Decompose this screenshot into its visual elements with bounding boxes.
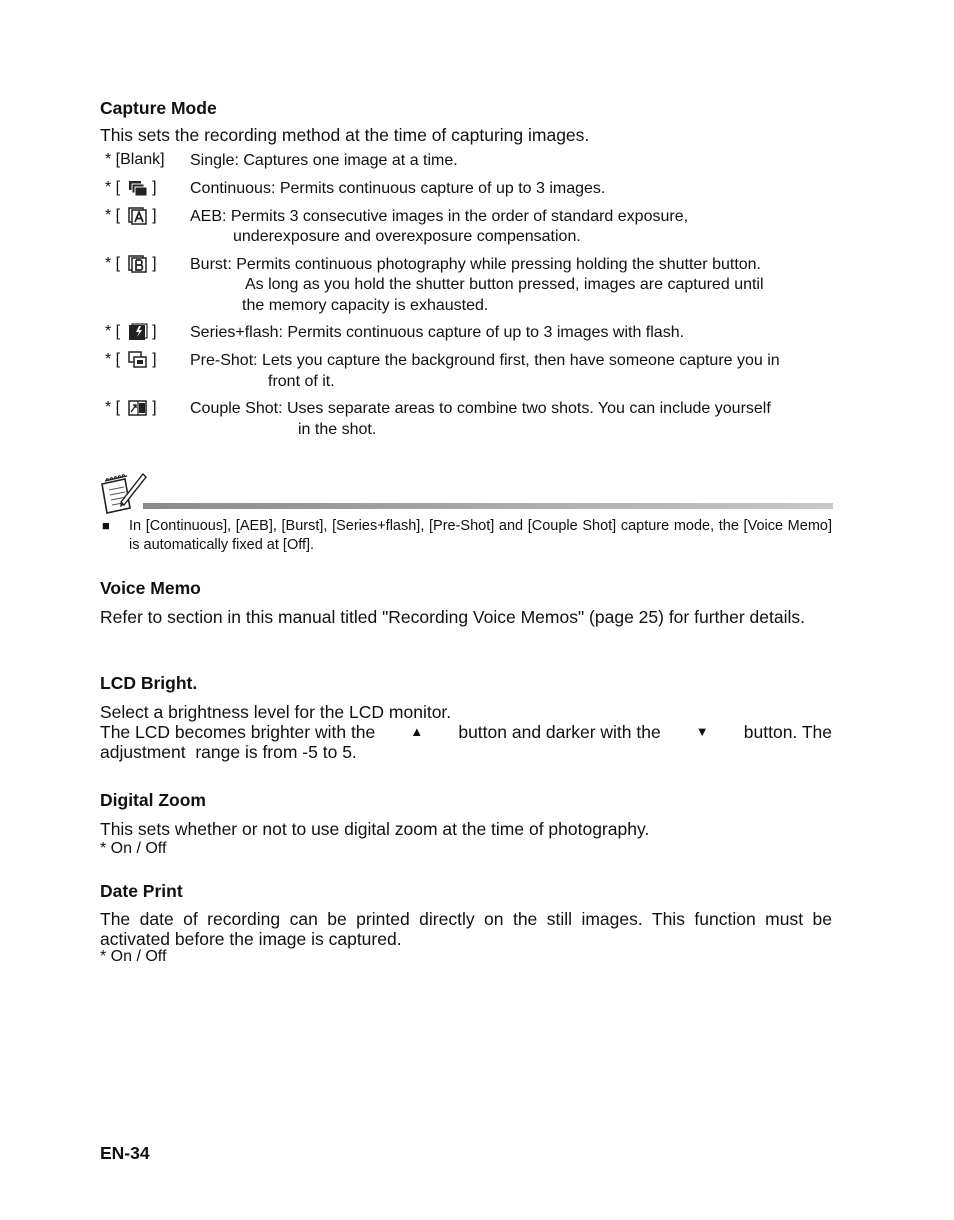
- item-pre-shot-text-1: Pre-Shot: Lets you capture the background first, then have someone capture you in: [190, 352, 780, 369]
- note-divider: [143, 503, 833, 509]
- note-bullet: ■: [102, 518, 110, 533]
- marker-continuous: * [ ]: [105, 179, 157, 196]
- item-burst-text-2: As long as you hold the shutter button pressed, images are captured until: [245, 276, 764, 293]
- capture-mode-intro: This sets the recording method at the time of capturing images.: [100, 125, 590, 145]
- marker-burst: * [ ]: [105, 255, 157, 272]
- date-print-heading: Date Print: [100, 881, 183, 901]
- marker-pre-shot: * [ ]: [105, 351, 157, 368]
- item-aeb-text-1: AEB: Permits 3 consecutive images in the order of standard exposure,: [190, 208, 689, 225]
- item-burst-text-3: the memory capacity is exhausted.: [242, 297, 489, 314]
- lcd-bright-line3: adjustment range is from -5 to 5.: [100, 742, 357, 762]
- pre-shot-icon: [128, 351, 148, 369]
- marker-blank: * [Blank]: [105, 151, 165, 168]
- digital-zoom-options: * On / Off: [100, 840, 167, 857]
- continuous-icon: [128, 179, 148, 197]
- item-series-flash-text: Series+flash: Permits continuous capture of up to 3 images with flash.: [190, 324, 685, 341]
- down-arrow-icon: ▼: [695, 724, 709, 739]
- capture-mode-heading: Capture Mode: [100, 98, 217, 118]
- voice-memo-heading: Voice Memo: [100, 578, 201, 598]
- item-couple-shot-text-1: Couple Shot: Uses separate areas to combine two shots. You can include yourself: [190, 400, 771, 417]
- date-print-options: * On / Off: [100, 948, 167, 965]
- voice-memo-text: Refer to section in this manual titled "Recording Voice Memos" (page 25) for further details.: [100, 607, 805, 627]
- burst-icon: [128, 255, 148, 273]
- marker-aeb: * [ ]: [105, 207, 157, 224]
- page-number: EN-34: [100, 1143, 150, 1163]
- item-continuous-text: Continuous: Permits continuous capture of up to 3 images.: [190, 180, 606, 197]
- item-couple-shot-text-2: in the shot.: [298, 421, 377, 438]
- series-flash-icon: [128, 323, 148, 341]
- lcd-bright-line1: Select a brightness level for the LCD monitor.: [100, 702, 452, 722]
- date-print-text: The date of recording can be printed directly on the still images. This function must be activated before the image is captured.: [100, 909, 832, 949]
- item-aeb-text-2: underexposure and overexposure compensation.: [233, 228, 581, 245]
- item-pre-shot-text-2: front of it.: [268, 373, 335, 390]
- aeb-icon: [128, 207, 148, 225]
- lcd-bright-line2: The LCD becomes brighter with the ▲ button and darker with the ▼ button. The: [100, 722, 832, 742]
- marker-couple-shot: * [ ]: [105, 399, 157, 416]
- note-text: In [Continuous], [AEB], [Burst], [Series+flash], [Pre-Shot] and [Couple Shot] capture mode, the [Voice Memo] is automatically fixed at [Off].: [129, 518, 832, 553]
- memo-pad-icon: [99, 470, 149, 514]
- digital-zoom-heading: Digital Zoom: [100, 790, 206, 810]
- item-single-text: Single: Captures one image at a time.: [190, 152, 458, 169]
- item-burst-text-1: Burst: Permits continuous photography while pressing holding the shutter button.: [190, 256, 761, 273]
- lcd-bright-heading: LCD Bright.: [100, 673, 198, 693]
- marker-series-flash: * [ ]: [105, 323, 157, 340]
- digital-zoom-text: This sets whether or not to use digital zoom at the time of photography.: [100, 819, 650, 839]
- couple-shot-icon: [128, 399, 148, 417]
- up-arrow-icon: ▲: [410, 724, 424, 739]
